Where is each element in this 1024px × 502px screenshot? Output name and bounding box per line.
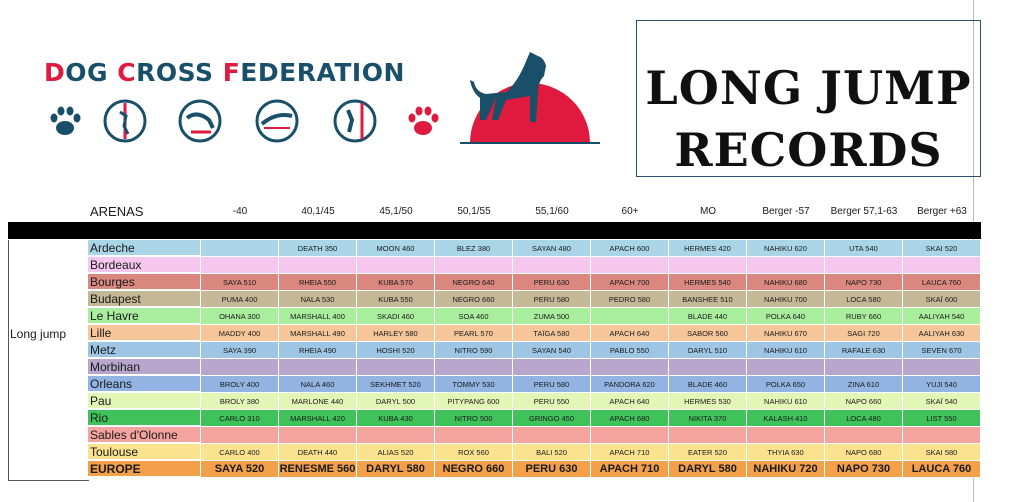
record-cell: SOA 460 bbox=[435, 308, 513, 325]
record-cell: MADDY 400 bbox=[201, 325, 279, 342]
record-cell bbox=[747, 257, 825, 274]
record-cell: DARYL 580 bbox=[669, 461, 747, 478]
record-cell bbox=[513, 257, 591, 274]
arena-row bbox=[88, 427, 981, 444]
record-cell: HERMES 420 bbox=[669, 240, 747, 257]
column-header: -40 bbox=[232, 206, 248, 217]
record-cell bbox=[591, 427, 669, 444]
record-cell: MARLONE 440 bbox=[279, 393, 357, 410]
record-cell: TAÏGA 580 bbox=[513, 325, 591, 342]
record-cell: NAHIKU 700 bbox=[747, 291, 825, 308]
record-cell: APACH 700 bbox=[591, 274, 669, 291]
arena-row bbox=[88, 257, 981, 274]
title-box bbox=[636, 20, 981, 177]
record-cell: RENESME 560 bbox=[279, 461, 357, 478]
record-cell bbox=[279, 257, 357, 274]
record-cell: CARLO 400 bbox=[201, 444, 279, 461]
record-cell: NITRO 590 bbox=[435, 342, 513, 359]
arena-name: Budapest bbox=[88, 291, 201, 307]
record-cell: SAYA 520 bbox=[201, 461, 279, 478]
column-header: 50,1/55 bbox=[457, 206, 491, 217]
record-cell: PEDRO 580 bbox=[591, 291, 669, 308]
record-cell bbox=[825, 257, 903, 274]
arena-row bbox=[88, 359, 981, 376]
column-header: Berger +63 bbox=[917, 206, 967, 217]
record-cell: ZINA 610 bbox=[825, 376, 903, 393]
arena-row bbox=[88, 308, 981, 325]
record-cell: KUBA 570 bbox=[357, 274, 435, 291]
record-cell: NAPO 730 bbox=[825, 461, 903, 478]
record-cell: SAYA 510 bbox=[201, 274, 279, 291]
record-cell: SAGI 720 bbox=[825, 325, 903, 342]
record-cell: APACH 640 bbox=[591, 393, 669, 410]
record-cell bbox=[591, 308, 669, 325]
record-cell: BLADE 440 bbox=[669, 308, 747, 325]
record-cell: SEKHMET 520 bbox=[357, 376, 435, 393]
record-cell: RHEIA 490 bbox=[279, 342, 357, 359]
dog-logo bbox=[450, 38, 610, 158]
column-header: MO bbox=[699, 206, 717, 217]
arena-name: Bourges bbox=[88, 274, 201, 290]
record-cell bbox=[357, 427, 435, 444]
record-cell: APACH 600 bbox=[591, 240, 669, 257]
record-cell: MARSHALL 400 bbox=[279, 308, 357, 325]
record-cell: PERU 630 bbox=[513, 461, 591, 478]
title-line-1: LONG JUMP bbox=[645, 61, 972, 115]
record-cell: SABOR 560 bbox=[669, 325, 747, 342]
record-cell: PABLO 550 bbox=[591, 342, 669, 359]
logo-title-part: C bbox=[117, 58, 137, 87]
record-cell bbox=[669, 359, 747, 376]
record-cell bbox=[435, 257, 513, 274]
record-cell: BANSHEE 510 bbox=[669, 291, 747, 308]
record-cell: AALIYAH 630 bbox=[903, 325, 981, 342]
record-cell: BLADE 460 bbox=[669, 376, 747, 393]
arena-name: Pau bbox=[88, 393, 201, 409]
record-cell: HERMES 540 bbox=[669, 274, 747, 291]
record-cell: APACH 710 bbox=[591, 444, 669, 461]
record-cell: NAPO 680 bbox=[825, 444, 903, 461]
section-label: Long jump bbox=[10, 327, 67, 341]
record-cell: DEATH 440 bbox=[279, 444, 357, 461]
record-cell: LOCA 580 bbox=[825, 291, 903, 308]
arena-name: Sables d'Olonne bbox=[88, 427, 201, 443]
record-cell: NEGRO 660 bbox=[435, 291, 513, 308]
high-jump-icon bbox=[102, 98, 148, 144]
record-cell: DARYL 580 bbox=[357, 461, 435, 478]
column-header: Berger -57 bbox=[762, 206, 810, 217]
arenas-header: ARENAS bbox=[90, 204, 144, 219]
record-cell: THYIA 630 bbox=[747, 444, 825, 461]
record-cell: NAHIKU 610 bbox=[747, 393, 825, 410]
arena-row bbox=[88, 410, 981, 427]
arena-name: Orleans bbox=[88, 376, 201, 392]
record-cell: CARLO 310 bbox=[201, 410, 279, 427]
record-cell: MARSHALL 420 bbox=[279, 410, 357, 427]
record-cell: ALIAS 520 bbox=[357, 444, 435, 461]
record-cell bbox=[357, 257, 435, 274]
hurdle-jump-icon bbox=[177, 98, 223, 144]
arena-name: Ardeche bbox=[88, 240, 201, 256]
record-cell: APACH 680 bbox=[591, 410, 669, 427]
record-cell: PERU 580 bbox=[513, 376, 591, 393]
record-cell: MOON 460 bbox=[357, 240, 435, 257]
record-cell bbox=[513, 427, 591, 444]
arena-row bbox=[88, 325, 981, 342]
record-cell: NAHIKU 610 bbox=[747, 342, 825, 359]
record-cell bbox=[201, 359, 279, 376]
record-cell: KUBA 430 bbox=[357, 410, 435, 427]
record-cell bbox=[435, 359, 513, 376]
column-header: 55,1/60 bbox=[535, 206, 569, 217]
record-cell bbox=[747, 359, 825, 376]
record-cell: NEGRO 660 bbox=[435, 461, 513, 478]
record-cell: DEATH 350 bbox=[279, 240, 357, 257]
record-cell bbox=[825, 427, 903, 444]
record-cell: PANDORA 620 bbox=[591, 376, 669, 393]
record-cell: LOCA 480 bbox=[825, 410, 903, 427]
arena-row bbox=[88, 376, 981, 393]
arena-name: Morbihan bbox=[88, 359, 201, 375]
header-bar bbox=[8, 222, 981, 239]
title-line-2: RECORDS bbox=[674, 123, 943, 177]
arena-name: Metz bbox=[88, 342, 201, 358]
record-cell bbox=[201, 427, 279, 444]
record-cell: LIST 550 bbox=[903, 410, 981, 427]
record-cell: YUJI 540 bbox=[903, 376, 981, 393]
arena-name: Toulouse bbox=[88, 444, 201, 460]
record-cell: MARSHALL 490 bbox=[279, 325, 357, 342]
record-cell bbox=[903, 427, 981, 444]
europe-record-row bbox=[88, 461, 981, 478]
record-cell: POLKA 650 bbox=[747, 376, 825, 393]
record-cell: SKAI 580 bbox=[903, 444, 981, 461]
record-cell bbox=[591, 257, 669, 274]
record-cell: NALA 530 bbox=[279, 291, 357, 308]
record-cell: RHEIA 550 bbox=[279, 274, 357, 291]
record-cell: BROLY 400 bbox=[201, 376, 279, 393]
record-cell: NAPO 660 bbox=[825, 393, 903, 410]
record-cell: OHANA 300 bbox=[201, 308, 279, 325]
column-header: 60+ bbox=[621, 206, 639, 217]
arena-name: Le Havre bbox=[88, 308, 201, 324]
section-frame bbox=[8, 240, 89, 481]
logo-title-part: F bbox=[222, 58, 241, 87]
column-header: 45,1/50 bbox=[379, 206, 413, 217]
record-cell: UTA 540 bbox=[825, 240, 903, 257]
federation-logo-text bbox=[44, 58, 405, 87]
record-cell bbox=[435, 427, 513, 444]
record-cell: PUMA 400 bbox=[201, 291, 279, 308]
record-cell: NITRO 500 bbox=[435, 410, 513, 427]
record-cell: KUBA 550 bbox=[357, 291, 435, 308]
record-cell: PERU 580 bbox=[513, 291, 591, 308]
record-cell: SKAÏ 600 bbox=[903, 291, 981, 308]
record-cell bbox=[513, 359, 591, 376]
record-cell: ZUMA 500 bbox=[513, 308, 591, 325]
record-cell bbox=[201, 240, 279, 257]
record-cell: SEVEN 670 bbox=[903, 342, 981, 359]
record-cell: NEGRO 640 bbox=[435, 274, 513, 291]
record-cell: SKADI 460 bbox=[357, 308, 435, 325]
arena-name: Rio bbox=[88, 410, 201, 426]
logo-title-part: OG bbox=[65, 58, 118, 87]
record-cell: RAFALE 630 bbox=[825, 342, 903, 359]
arena-row bbox=[88, 393, 981, 410]
column-header: 40,1/45 bbox=[301, 206, 335, 217]
arena-row bbox=[88, 291, 981, 308]
record-cell: NAHIKU 720 bbox=[747, 461, 825, 478]
record-cell bbox=[279, 359, 357, 376]
arena-row bbox=[88, 274, 981, 291]
record-cell bbox=[201, 257, 279, 274]
arena-row bbox=[88, 342, 981, 359]
logo-title-part: EDERATION bbox=[240, 58, 405, 87]
record-cell bbox=[747, 427, 825, 444]
record-cell: NAHIKU 620 bbox=[747, 240, 825, 257]
record-cell: PERU 550 bbox=[513, 393, 591, 410]
record-cell bbox=[591, 359, 669, 376]
record-cell bbox=[669, 427, 747, 444]
column-header: Berger 57,1-63 bbox=[830, 206, 898, 217]
record-cell: NAHIKU 670 bbox=[747, 325, 825, 342]
record-cell: BROLY 380 bbox=[201, 393, 279, 410]
record-cell: NAPO 730 bbox=[825, 274, 903, 291]
arena-name: Bordeaux bbox=[88, 257, 201, 273]
logo-title-part: D bbox=[44, 58, 66, 87]
arena-name: EUROPE bbox=[88, 461, 201, 477]
record-cell bbox=[279, 427, 357, 444]
record-cell: LAUCA 760 bbox=[903, 461, 981, 478]
record-cell: RUBY 660 bbox=[825, 308, 903, 325]
record-cell: DARYL 510 bbox=[669, 342, 747, 359]
paw-icon bbox=[42, 98, 88, 144]
arena-name: Lille bbox=[88, 325, 201, 341]
record-cell: PITYPANG 600 bbox=[435, 393, 513, 410]
record-cell: HARLEY 580 bbox=[357, 325, 435, 342]
record-cell: NIKITA 370 bbox=[669, 410, 747, 427]
record-cell: APACH 710 bbox=[591, 461, 669, 478]
record-cell: KALASH 410 bbox=[747, 410, 825, 427]
record-cell bbox=[903, 359, 981, 376]
paw-icon bbox=[400, 98, 446, 144]
record-cell: SAYAN 480 bbox=[513, 240, 591, 257]
record-cell bbox=[903, 257, 981, 274]
record-cell bbox=[357, 359, 435, 376]
record-cell: AALIYAH 540 bbox=[903, 308, 981, 325]
record-cell bbox=[825, 359, 903, 376]
record-cell: NAHIKU 680 bbox=[747, 274, 825, 291]
logo-title-part: ROSS bbox=[136, 58, 223, 87]
record-cell: BLEZ 380 bbox=[435, 240, 513, 257]
record-cell: SAYA 390 bbox=[201, 342, 279, 359]
record-cell: PEARL 570 bbox=[435, 325, 513, 342]
arena-row bbox=[88, 444, 981, 461]
record-cell: ROX 560 bbox=[435, 444, 513, 461]
record-cell: BALI 520 bbox=[513, 444, 591, 461]
discipline-icons bbox=[42, 98, 442, 152]
record-cell: LAUCA 760 bbox=[903, 274, 981, 291]
record-cell: TOMMY 530 bbox=[435, 376, 513, 393]
record-cell: GRINGO 450 bbox=[513, 410, 591, 427]
record-cell: SKAI 520 bbox=[903, 240, 981, 257]
record-cell: APACH 640 bbox=[591, 325, 669, 342]
long-jump-icon bbox=[254, 98, 300, 144]
arena-row bbox=[88, 240, 981, 257]
record-cell: SKAÏ 540 bbox=[903, 393, 981, 410]
record-cell: SAYAN 540 bbox=[513, 342, 591, 359]
record-cell: POLKA 640 bbox=[747, 308, 825, 325]
record-cell: EATER 520 bbox=[669, 444, 747, 461]
record-cell: HERMES 530 bbox=[669, 393, 747, 410]
record-cell: DARYL 500 bbox=[357, 393, 435, 410]
record-cell: HOSHI 520 bbox=[357, 342, 435, 359]
vertical-jump-icon bbox=[332, 98, 378, 144]
record-cell bbox=[669, 257, 747, 274]
record-cell: PERU 630 bbox=[513, 274, 591, 291]
record-cell: NALA 460 bbox=[279, 376, 357, 393]
